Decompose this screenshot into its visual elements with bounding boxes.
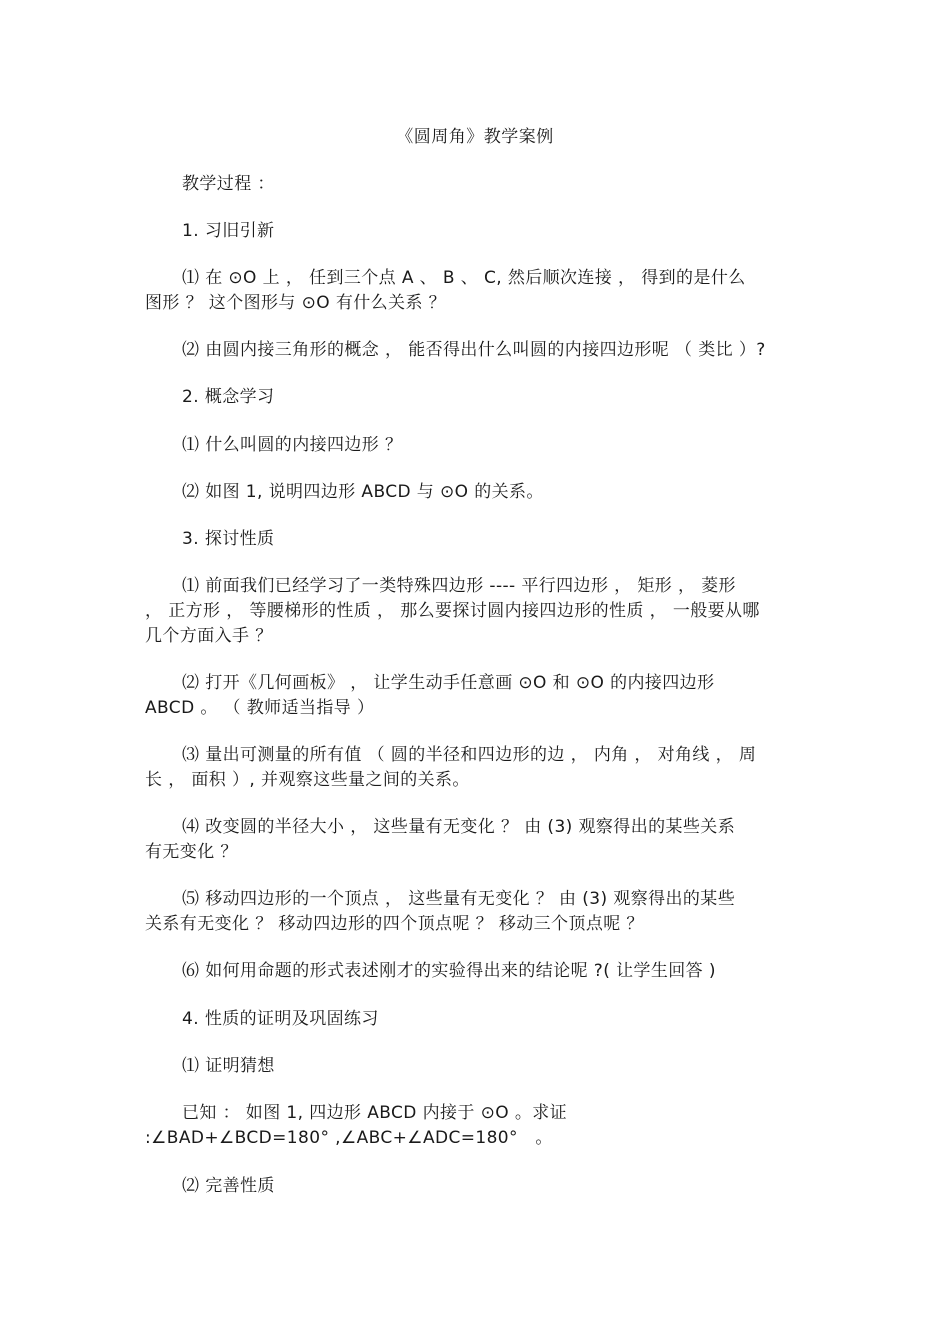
section-heading-4 xyxy=(145,1007,825,1032)
paragraph-line: ⑵ 打开《几何画板》 ， 让学生动手任意画 ⊙O 和 ⊙O 的内接四边形 xyxy=(182,673,715,693)
paragraph-line: 图形 ？ 这个图形与 ⊙O 有什么关系 ？ xyxy=(145,293,447,313)
paragraph-line: ⑶ 量出可测量的所有值 （ 圆的半径和四边形的边 ， 内角 ， 对角线 ， 周 xyxy=(182,745,757,765)
paragraph-1-1 xyxy=(145,266,825,316)
paragraph-line: 几个方面入手 ？ xyxy=(145,626,273,646)
paragraph-line: 有无变化 ？ xyxy=(145,842,238,862)
paragraph-4-given xyxy=(145,1101,825,1151)
paragraph-line: 1. 习旧引新 xyxy=(182,221,275,241)
paragraph-line: 关系有无变化 ？ 移动四边形的四个顶点呢 ？ 移动三个顶点呢 ？ xyxy=(145,914,644,934)
paragraph-line: ⑸ 移动四边形的一个顶点 ， 这些量有无变化 ？ 由 (3) 观察得出的某些 xyxy=(182,889,736,909)
paragraph-line: ⑹ 如何用命题的形式表述刚才的实验得出来的结论呢 ?( 让学生回答 ) xyxy=(182,961,716,981)
paragraph-line: ⑴ 前面我们已经学习了一类特殊四边形 ---- 平行四边形 ， 矩形 ， 菱形 xyxy=(182,576,736,596)
paragraph-3-3 xyxy=(145,743,825,793)
paragraph-line: ⑴ 证明猜想 xyxy=(182,1056,275,1076)
paragraph-line: 2. 概念学习 xyxy=(182,387,275,407)
paragraph-4-2 xyxy=(145,1174,825,1199)
paragraph-line: ， 正方形 ， 等腰梯形的性质 ， 那么要探讨圆内接四边形的性质 ， 一般要从哪 xyxy=(145,601,760,621)
paragraph-line: ⑷ 改变圆的半径大小 ， 这些量有无变化 ？ 由 (3) 观察得出的某些关系 xyxy=(182,817,736,837)
paragraph-line: 已知 ： 如图 1, 四边形 ABCD 内接于 ⊙O 。求证 xyxy=(182,1103,568,1123)
paragraph-3-4 xyxy=(145,815,825,865)
paragraph-process xyxy=(145,172,825,197)
section-heading-2 xyxy=(145,385,825,410)
paragraph-3-6 xyxy=(145,959,825,984)
paragraph-line: ⑵ 完善性质 xyxy=(182,1176,275,1196)
paragraph-line: ⑵ 如图 1, 说明四边形 ABCD 与 ⊙O 的关系。 xyxy=(182,482,544,502)
paragraph-line: 教学过程 ： xyxy=(182,174,275,194)
paragraph-1-2 xyxy=(145,338,825,363)
paragraph-line: 长 ， 面积 ）, 并观察这些量之间的关系。 xyxy=(145,770,470,790)
paragraph-line: 4. 性质的证明及巩固练习 xyxy=(182,1009,379,1029)
paragraph-2-1 xyxy=(145,433,825,458)
document-title: 《圆周角》教学案例 xyxy=(396,127,554,147)
section-heading-1 xyxy=(145,219,825,244)
paragraph-4-1 xyxy=(145,1054,825,1079)
paragraph-line: 3. 探讨性质 xyxy=(182,529,275,549)
paragraph-line: :∠BAD+∠BCD=180° ,∠ABC+∠ADC=180° 。 xyxy=(145,1128,553,1148)
paragraph-line: ⑴ 什么叫圆的内接四边形 ？ xyxy=(182,435,403,455)
section-heading-3 xyxy=(145,527,825,552)
paragraph-3-5 xyxy=(145,887,825,937)
paragraph-line: ⑵ 由圆内接三角形的概念 ， 能否得出什么叫圆的内接四边形呢 （ 类比 ）? xyxy=(182,340,766,360)
paragraph-line: ABCD 。 （ 教师适当指导 ） xyxy=(145,698,375,718)
paragraph-2-2 xyxy=(145,480,825,505)
paragraph-line: ⑴ 在 ⊙O 上 ， 任到三个点 A 、 B 、 C, 然后顺次连接 ， 得到的是什么 xyxy=(182,268,746,288)
paragraph-3-1 xyxy=(145,574,825,649)
paragraph-3-2 xyxy=(145,671,825,721)
